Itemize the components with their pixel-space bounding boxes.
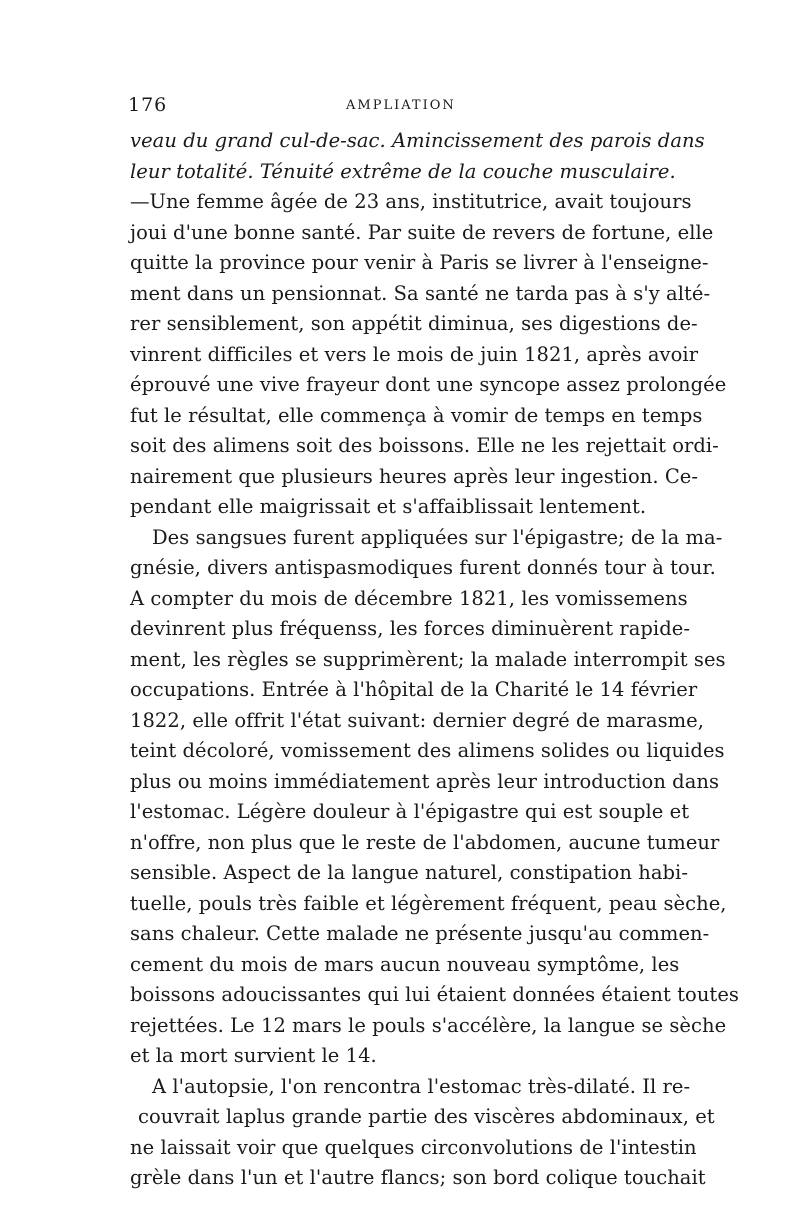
text-line: tuelle, pouls très faible et légèrement fréquent, peau sèche, bbox=[130, 891, 727, 915]
text-line: ment, les règles se supprimèrent; la malade interrompit ses bbox=[130, 647, 726, 671]
text-line: vinrent difficiles et vers le mois de juin 1821, après avoir bbox=[130, 342, 699, 366]
text-line: sans chaleur. Cette malade ne présente jusqu'au commen- bbox=[130, 922, 710, 945]
text-line: ne laissait voir que quelques circonvolutions de l'intestin bbox=[130, 1135, 697, 1159]
text-line: occupations. Entrée à l'hôpital de la Charité le 14 février bbox=[130, 678, 698, 701]
text-line: l'estomac. Légère douleur à l'épigastre qui est souple et bbox=[130, 800, 690, 823]
text-line: soit des alimens soit des boissons. Elle ne les rejettait ordi- bbox=[130, 434, 719, 457]
text-line: joui d'une bonne santé. Par suite de revers de fortune, elle bbox=[130, 220, 714, 244]
text-line: sensible. Aspect de la langue naturel, constipation habi- bbox=[130, 861, 688, 884]
text-line: veau du grand cul-de-sac. Amincissement des parois dans bbox=[130, 129, 705, 152]
text-line: fut le résultat, elle commença à vomir de temps en temps bbox=[130, 403, 703, 427]
text-line: 1822, elle offrit l'état suivant: dernier degré de marasme, bbox=[130, 708, 705, 732]
text-line: éprouvé une vive frayeur dont une syncope assez prolongée bbox=[130, 373, 727, 396]
text-line: gnésie, divers antispasmodiques furent donnés tour à tour. bbox=[130, 556, 716, 579]
text-line: n'offre, non plus que le reste de l'abdomen, aucune tumeur bbox=[130, 830, 720, 854]
text-line: boissons adoucissantes qui lui étaient données étaient toutes bbox=[130, 983, 739, 1006]
text-line: cement du mois de mars aucun nouveau symptôme, les bbox=[130, 952, 680, 976]
text-line: grèle dans l'un et l'autre flancs; son bord colique touchait bbox=[130, 1166, 706, 1189]
text-line: couvrait laplus grande partie des viscères abdominaux, et bbox=[138, 1105, 715, 1128]
text-line: pendant elle maigrissait et s'affaiblissait lentement. bbox=[130, 495, 647, 518]
text-line: rer sensiblement, son appétit diminua, ses digestions de- bbox=[130, 312, 698, 335]
running-title: AMPLIATION bbox=[346, 98, 456, 113]
text-line: nairement que plusieurs heures après leur ingestion. Ce- bbox=[130, 464, 699, 488]
text-line: devinrent plus fréquenss, les forces diminuèrent rapide- bbox=[130, 617, 690, 640]
running-head bbox=[128, 94, 672, 120]
text-line: A compter du mois de décembre 1821, les vomissemens bbox=[130, 586, 688, 610]
page-number: 176 bbox=[128, 94, 168, 116]
text-line: ment dans un pensionnat. Sa santé ne tarda pas à s'y alté- bbox=[130, 281, 711, 305]
text-line: leur totalité. Ténuité extrême de la couche musculaire. bbox=[130, 159, 676, 183]
text-line: et la mort survient le 14. bbox=[130, 1044, 377, 1067]
text-line: —Une femme âgée de 23 ans, institutrice, avait toujours bbox=[130, 190, 692, 213]
text-line: quitte la province pour venir à Paris se livrer à l'enseigne- bbox=[130, 251, 709, 274]
text-line: rejettées. Le 12 mars le pouls s'accélère, la langue se sèche bbox=[130, 1013, 727, 1037]
text-line: Des sangsues furent appliquées sur l'épigastre; de la ma- bbox=[152, 525, 723, 549]
text-line: plus ou moins immédiatement après leur introduction dans bbox=[130, 769, 720, 793]
text-line: A l'autopsie, l'on rencontra l'estomac très-dilaté. Il re- bbox=[152, 1074, 691, 1098]
body-text bbox=[130, 126, 739, 1194]
text-line: teint décoloré, vomissement des alimens solides ou liquides bbox=[130, 739, 725, 762]
